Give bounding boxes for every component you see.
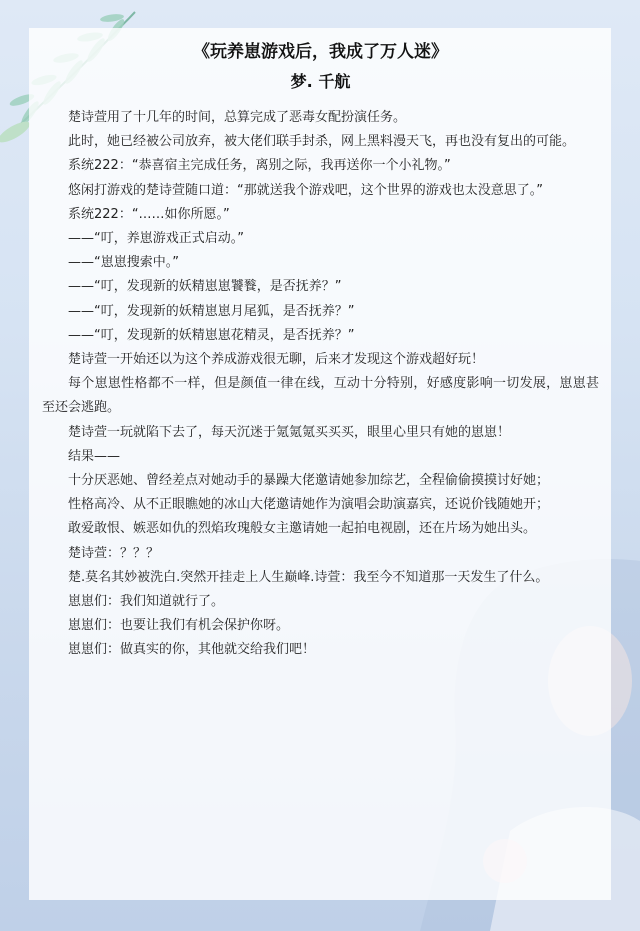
paragraph: 楚.莫名其妙被洗白.突然开挂走上人生巅峰.诗萱：我至今不知道那一天发生了什么。 — [68, 569, 549, 585]
paragraph: 性格高冷、从不正眼瞧她的冰山大佬邀请她作为演唱会助演嘉宾，还说价钱随她开； — [68, 497, 550, 513]
paragraph: 崽崽们：做真实的你，其他就交给我们吧！ — [68, 642, 316, 658]
paragraph: ——“崽崽搜索中。” — [68, 255, 179, 271]
paragraph: 每个崽崽性格都不一样，但是颜值一律在线，互动十分特别，好感度影响一切发展，崽崽甚至还会逃跑。 — [42, 376, 599, 416]
book-title: 《玩养崽游戏后，我成了万人迷》 — [193, 42, 448, 62]
paragraph: 系统222：“……如你所愿。” — [68, 206, 230, 222]
paragraph: 崽崽们：也要让我们有机会保护你呀。 — [68, 618, 290, 634]
paragraph: 结果—— — [68, 448, 121, 464]
synopsis-body — [42, 106, 599, 663]
paragraph: ——“叮，发现新的妖精崽崽月尾狐，是否抚养？” — [68, 303, 355, 319]
paragraph: ——“叮，养崽游戏正式启动。” — [68, 231, 244, 247]
paragraph: ——“叮，发现新的妖精崽崽花精灵，是否抚养？” — [68, 327, 355, 343]
paragraph: 敢爱敢恨、嫉恶如仇的烈焰玫瑰般女主邀请她一起拍电视剧，还在片场为她出头。 — [68, 521, 537, 537]
paragraph: 楚诗萱一玩就陷下去了，每天沉迷于氪氪氪买买买，眼里心里只有她的崽崽！ — [68, 424, 511, 440]
paragraph: ——“叮，发现新的妖精崽崽饕餮，是否抚养？” — [68, 279, 342, 295]
paragraph: 楚诗萱用了十几年的时间，总算完成了恶毒女配扮演任务。 — [68, 110, 407, 125]
author-name: 梦. 千航 — [290, 72, 351, 91]
paragraph: 十分厌恶她、曾经差点对她动手的暴躁大佬邀请她参加综艺，全程偷偷摸摸讨好她； — [68, 473, 550, 489]
text-panel — [29, 28, 611, 900]
paragraph: 崽崽们：我们知道就行了。 — [68, 594, 225, 610]
paragraph: 系统222：“恭喜宿主完成任务，离别之际，我再送你一个小礼物。” — [68, 158, 451, 174]
paragraph: 楚诗萱一开始还以为这个养成游戏很无聊，后来才发现这个游戏超好玩！ — [68, 352, 485, 368]
paragraph: 楚诗萱：？？？ — [68, 545, 160, 561]
paragraph: 悠闲打游戏的楚诗萱随口道：“那就送我个游戏吧，这个世界的游戏也太没意思了。” — [68, 182, 543, 198]
paragraph: 此时，她已经被公司放弃，被大佬们联手封杀，网上黑料漫天飞，再也没有复出的可能。 — [68, 134, 576, 150]
